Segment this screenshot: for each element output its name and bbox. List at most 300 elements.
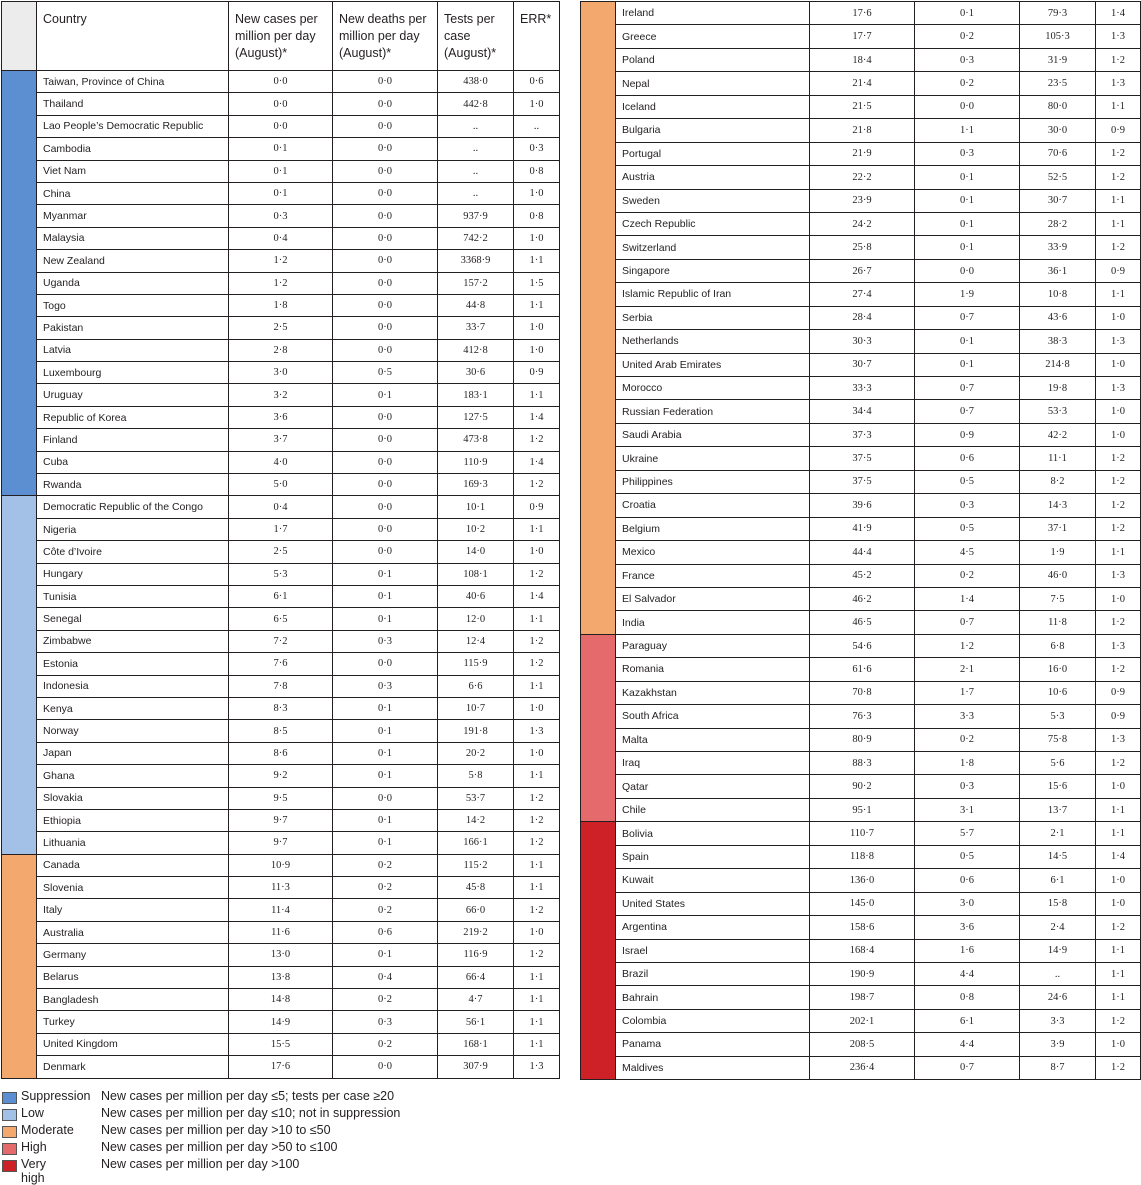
country-cell: Paraguay (616, 634, 810, 657)
err-cell: 1·3 (514, 720, 560, 742)
tests-cell: 168·1 (438, 1033, 514, 1055)
err-cell: 1·2 (1096, 658, 1141, 681)
tests-cell: 6·8 (1020, 634, 1096, 657)
cases-cell: 13·8 (229, 966, 333, 988)
err-cell: 1·0 (514, 339, 560, 361)
legend-label: Suppression (21, 1089, 91, 1103)
cases-cell: 13·0 (229, 944, 333, 966)
country-cell: Togo (37, 294, 229, 316)
cases-cell: 17·7 (810, 25, 915, 48)
tests-cell: 46·0 (1020, 564, 1096, 587)
country-cell: Iceland (616, 95, 810, 118)
table-row (2, 989, 560, 1011)
deaths-cell: 5·7 (915, 822, 1020, 845)
deaths-cell: 0·2 (333, 854, 438, 876)
table-row (2, 429, 560, 451)
tests-cell: .. (438, 160, 514, 182)
err-cell: 1·4 (1096, 845, 1141, 868)
cases-cell: 33·3 (810, 377, 915, 400)
legend-definition: New cases per million per day >10 to ≤50 (101, 1123, 331, 1137)
tests-cell: 44·8 (438, 294, 514, 316)
table-row (2, 966, 560, 988)
table-row (2, 227, 560, 249)
tests-cell: 3368·9 (438, 250, 514, 272)
country-cell: Belgium (616, 517, 810, 540)
tests-cell: .. (438, 138, 514, 160)
deaths-cell: 1·1 (915, 119, 1020, 142)
deaths-cell: 0·0 (333, 541, 438, 563)
table-row (581, 283, 1141, 306)
deaths-cell: 0·0 (333, 496, 438, 518)
cases-cell: 25·8 (810, 236, 915, 259)
err-cell: 0·9 (1096, 119, 1141, 142)
cases-cell: 80·9 (810, 728, 915, 751)
country-cell: Japan (37, 742, 229, 764)
country-cell: Kuwait (616, 869, 810, 892)
deaths-cell: 0·0 (333, 71, 438, 93)
country-cell: El Salvador (616, 587, 810, 610)
deaths-cell: 1·8 (915, 752, 1020, 775)
tests-cell: 742·2 (438, 227, 514, 249)
country-cell: Nigeria (37, 518, 229, 540)
cases-cell: 34·4 (810, 400, 915, 423)
country-cell: Slovakia (37, 787, 229, 809)
status-column-header (2, 2, 37, 71)
table-row (2, 182, 560, 204)
err-cell: 0·3 (514, 138, 560, 160)
deaths-cell: 0·0 (333, 429, 438, 451)
country-cell: Austria (616, 166, 810, 189)
country-cell: Viet Nam (37, 160, 229, 182)
tests-cell: 13·7 (1020, 798, 1096, 821)
tests-cell: 7·5 (1020, 587, 1096, 610)
err-cell: 1·2 (1096, 1009, 1141, 1032)
tests-cell: .. (438, 115, 514, 137)
country-cell: Canada (37, 854, 229, 876)
deaths-cell: 0·0 (333, 294, 438, 316)
tests-cell: 42·2 (1020, 423, 1096, 446)
country-cell: Denmark (37, 1056, 229, 1078)
deaths-cell: 4·5 (915, 541, 1020, 564)
table-row (581, 1056, 1141, 1079)
country-cell: Slovenia (37, 877, 229, 899)
tests-cell: 19·8 (1020, 377, 1096, 400)
cases-cell: 1·8 (229, 294, 333, 316)
deaths-cell: 0·3 (333, 630, 438, 652)
cases-cell: 17·6 (810, 2, 915, 25)
err-cell: 1·0 (1096, 306, 1141, 329)
country-cell: Uruguay (37, 384, 229, 406)
country-cell: Zimbabwe (37, 630, 229, 652)
tests-cell: 116·9 (438, 944, 514, 966)
table-row (2, 1011, 560, 1033)
cases-cell: 7·8 (229, 675, 333, 697)
country-cell: Italy (37, 899, 229, 921)
cases-cell: 9·2 (229, 765, 333, 787)
tests-cell: 33·7 (438, 317, 514, 339)
deaths-cell: 0·0 (333, 406, 438, 428)
table-row (581, 95, 1141, 118)
deaths-cell: 0·0 (333, 160, 438, 182)
table-row (581, 330, 1141, 353)
table-row (581, 728, 1141, 751)
cases-cell: 6·1 (229, 585, 333, 607)
err-cell: 1·3 (1096, 330, 1141, 353)
table-row (581, 611, 1141, 634)
cases-cell: 118·8 (810, 845, 915, 868)
table-row (2, 854, 560, 876)
deaths-cell: 3·3 (915, 705, 1020, 728)
table-row (581, 423, 1141, 446)
tests-cell: .. (1020, 962, 1096, 985)
deaths-cell: 0·2 (333, 877, 438, 899)
table-row (2, 451, 560, 473)
country-cell: Maldives (616, 1056, 810, 1079)
country-cell: Romania (616, 658, 810, 681)
country-cell: Switzerland (616, 236, 810, 259)
err-cell: 1·4 (514, 451, 560, 473)
cases-cell: 8·6 (229, 742, 333, 764)
country-cell: South Africa (616, 705, 810, 728)
err-cell: 1·1 (514, 1011, 560, 1033)
deaths-cell: 1·6 (915, 939, 1020, 962)
table-row (2, 93, 560, 115)
table-row (581, 634, 1141, 657)
legend-definition: New cases per million per day >50 to ≤100 (101, 1140, 338, 1154)
table-row (2, 518, 560, 540)
tests-cell: 24·6 (1020, 986, 1096, 1009)
table-row (581, 517, 1141, 540)
cases-cell: 0·1 (229, 138, 333, 160)
country-cell: Chile (616, 798, 810, 821)
err-cell: 0·8 (514, 160, 560, 182)
cases-cell: 70·8 (810, 681, 915, 704)
tests-cell: 5·6 (1020, 752, 1096, 775)
tests-cell: 56·1 (438, 1011, 514, 1033)
status-band-moderate (2, 854, 37, 1078)
table-row (581, 447, 1141, 470)
deaths-cell: 0·8 (915, 986, 1020, 1009)
deaths-cell: 0·1 (333, 384, 438, 406)
err-cell: 1·2 (514, 832, 560, 854)
cases-cell: 4·0 (229, 451, 333, 473)
table-row (2, 496, 560, 518)
deaths-cell: 0·1 (333, 742, 438, 764)
table-row (581, 189, 1141, 212)
legend-swatch-high (2, 1143, 17, 1155)
country-cell: Israel (616, 939, 810, 962)
tests-cell: 108·1 (438, 563, 514, 585)
table-row (581, 658, 1141, 681)
tests-cell: 38·3 (1020, 330, 1096, 353)
legend-swatch-suppression (2, 1092, 17, 1104)
cases-cell: 9·5 (229, 787, 333, 809)
tests-cell: 10·8 (1020, 283, 1096, 306)
deaths-cell: 0·1 (915, 236, 1020, 259)
country-cell: Tunisia (37, 585, 229, 607)
deaths-cell: 0·0 (333, 205, 438, 227)
err-cell: 1·2 (514, 787, 560, 809)
cases-cell: 23·9 (810, 189, 915, 212)
tests-cell: 14·3 (1020, 494, 1096, 517)
table-row (2, 406, 560, 428)
country-cell: Bolivia (616, 822, 810, 845)
err-cell: 1·2 (1096, 752, 1141, 775)
country-cell: Hungary (37, 563, 229, 585)
country-cell: United Arab Emirates (616, 353, 810, 376)
deaths-cell: 0·0 (333, 93, 438, 115)
deaths-cell: 0·0 (333, 227, 438, 249)
err-cell: 1·0 (514, 317, 560, 339)
country-cell: Germany (37, 944, 229, 966)
country-cell: Croatia (616, 494, 810, 517)
err-cell: 1·2 (1096, 236, 1141, 259)
table-row (581, 119, 1141, 142)
country-cell: Singapore (616, 259, 810, 282)
tests-cell: 23·5 (1020, 72, 1096, 95)
tests-cell: 157·2 (438, 272, 514, 294)
err-cell: 1·2 (514, 899, 560, 921)
country-cell: Czech Republic (616, 212, 810, 235)
country-cell: Spain (616, 845, 810, 868)
deaths-cell: 4·4 (915, 1033, 1020, 1056)
tests-cell: 53·3 (1020, 400, 1096, 423)
table-row (2, 653, 560, 675)
deaths-cell: 0·2 (333, 1033, 438, 1055)
err-cell: 1·0 (1096, 423, 1141, 446)
cases-cell: 21·4 (810, 72, 915, 95)
cases-cell: 15·5 (229, 1033, 333, 1055)
deaths-cell: 1·2 (915, 634, 1020, 657)
cases-cell: 3·0 (229, 362, 333, 384)
deaths-cell: 0·0 (333, 138, 438, 160)
deaths-cell: 0·6 (915, 447, 1020, 470)
cases-cell: 88·3 (810, 752, 915, 775)
cases-cell: 18·4 (810, 48, 915, 71)
table-row (2, 1033, 560, 1055)
cases-cell: 7·6 (229, 653, 333, 675)
cases-cell: 0·0 (229, 115, 333, 137)
table-row (2, 250, 560, 272)
deaths-cell: 0·1 (915, 212, 1020, 235)
table-row (581, 845, 1141, 868)
cases-cell: 9·7 (229, 832, 333, 854)
table-row (581, 587, 1141, 610)
tests-cell: 30·0 (1020, 119, 1096, 142)
country-cell: Taiwan, Province of China (37, 71, 229, 93)
tests-cell: 52·5 (1020, 166, 1096, 189)
deaths-cell: 0·3 (915, 775, 1020, 798)
tests-cell: 12·0 (438, 608, 514, 630)
table-row (581, 705, 1141, 728)
country-cell: Serbia (616, 306, 810, 329)
country-cell: Finland (37, 429, 229, 451)
deaths-cell: 0·1 (333, 832, 438, 854)
country-cell: Rwanda (37, 474, 229, 496)
cases-cell: 21·8 (810, 119, 915, 142)
cases-cell: 1·2 (229, 250, 333, 272)
table-row (2, 944, 560, 966)
err-cell: 1·0 (1096, 587, 1141, 610)
tests-cell: 4·7 (438, 989, 514, 1011)
err-cell: 0·6 (514, 71, 560, 93)
country-cell: Russian Federation (616, 400, 810, 423)
err-cell: 1·1 (1096, 541, 1141, 564)
deaths-cell: 0·2 (333, 989, 438, 1011)
table-row (581, 564, 1141, 587)
tests-cell: 5·8 (438, 765, 514, 787)
err-cell: 1·0 (1096, 1033, 1141, 1056)
tests-cell: 36·1 (1020, 259, 1096, 282)
deaths-cell: 0·2 (333, 899, 438, 921)
tests-cell: 219·2 (438, 921, 514, 943)
country-cell: Iraq (616, 752, 810, 775)
deaths-cell: 0·0 (333, 474, 438, 496)
country-cell: Cuba (37, 451, 229, 473)
legend-label: High (21, 1140, 47, 1154)
country-cell: Norway (37, 720, 229, 742)
left-data-table (1, 1, 560, 1079)
table-row (2, 138, 560, 160)
deaths-cell: 3·1 (915, 798, 1020, 821)
deaths-column-header: New deaths per million per day (August)* (333, 2, 438, 71)
err-cell: 1·1 (1096, 822, 1141, 845)
cases-cell: 44·4 (810, 541, 915, 564)
tests-cell: 37·1 (1020, 517, 1096, 540)
cases-cell: 0·0 (229, 93, 333, 115)
err-cell: 1·0 (1096, 353, 1141, 376)
table-row (2, 877, 560, 899)
table-row (581, 306, 1141, 329)
tests-cell: 14·5 (1020, 845, 1096, 868)
country-cell: Malaysia (37, 227, 229, 249)
legend-definition: New cases per million per day ≤5; tests per case ≥20 (101, 1089, 395, 1103)
tests-cell: 10·2 (438, 518, 514, 540)
tests-cell: 45·8 (438, 877, 514, 899)
table-row (2, 115, 560, 137)
deaths-cell: 0·7 (915, 1056, 1020, 1079)
deaths-cell: 6·1 (915, 1009, 1020, 1032)
table-row (581, 962, 1141, 985)
cases-cell: 7·2 (229, 630, 333, 652)
table-row (2, 899, 560, 921)
deaths-cell: 0·7 (915, 400, 1020, 423)
cases-cell: 1·2 (229, 272, 333, 294)
err-cell: 1·0 (514, 93, 560, 115)
cases-cell: 21·5 (810, 95, 915, 118)
country-cell: Kazakhstan (616, 681, 810, 704)
err-cell: 1·2 (1096, 48, 1141, 71)
right-table-body (581, 2, 1141, 1080)
err-cell: 1·1 (514, 675, 560, 697)
tests-cell: 2·4 (1020, 916, 1096, 939)
err-cell: 1·1 (514, 294, 560, 316)
cases-cell: 236·4 (810, 1056, 915, 1079)
tests-cell: 79·3 (1020, 2, 1096, 25)
tests-cell: 8·2 (1020, 470, 1096, 493)
tests-cell: 6·1 (1020, 869, 1096, 892)
cases-cell: 0·0 (229, 71, 333, 93)
err-cell: 1·0 (514, 921, 560, 943)
country-cell: Brazil (616, 962, 810, 985)
table-row (2, 608, 560, 630)
country-cell: Lithuania (37, 832, 229, 854)
deaths-cell: 0·2 (915, 564, 1020, 587)
err-cell: 1·2 (514, 630, 560, 652)
cases-cell: 208·5 (810, 1033, 915, 1056)
deaths-cell: 0·7 (915, 377, 1020, 400)
tests-cell: 66·0 (438, 899, 514, 921)
country-cell: Greece (616, 25, 810, 48)
err-cell: 0·9 (1096, 705, 1141, 728)
cases-cell: 0·1 (229, 182, 333, 204)
deaths-cell: 0·1 (915, 189, 1020, 212)
deaths-cell: 0·6 (333, 921, 438, 943)
err-cell: 1·2 (1096, 611, 1141, 634)
tests-cell: 438·0 (438, 71, 514, 93)
country-cell: Colombia (616, 1009, 810, 1032)
err-cell: 1·1 (1096, 283, 1141, 306)
country-cell: Panama (616, 1033, 810, 1056)
cases-cell: 39·6 (810, 494, 915, 517)
tests-cell: 11·1 (1020, 447, 1096, 470)
tests-cell: 166·1 (438, 832, 514, 854)
deaths-cell: 0·1 (333, 697, 438, 719)
tests-cell: 214·8 (1020, 353, 1096, 376)
err-cell: 1·0 (514, 227, 560, 249)
legend-definition: New cases per million per day >100 (101, 1157, 300, 1171)
country-cell: Bulgaria (616, 119, 810, 142)
cases-cell: 11·3 (229, 877, 333, 899)
deaths-cell: 0·3 (333, 1011, 438, 1033)
err-cell: 1·2 (514, 474, 560, 496)
cases-cell: 28·4 (810, 306, 915, 329)
table-row (581, 2, 1141, 25)
cases-cell: 0·1 (229, 160, 333, 182)
tests-cell: 43·6 (1020, 306, 1096, 329)
country-cell: India (616, 611, 810, 634)
country-cell: France (616, 564, 810, 587)
country-column-header: Country (37, 2, 229, 71)
cases-cell: 0·4 (229, 496, 333, 518)
table-row (581, 25, 1141, 48)
tests-cell: 110·9 (438, 451, 514, 473)
country-cell: Estonia (37, 653, 229, 675)
deaths-cell: 0·3 (333, 675, 438, 697)
legend-label: Low (21, 1106, 44, 1120)
err-cell: 1·1 (514, 384, 560, 406)
tests-cell: 20·2 (438, 742, 514, 764)
err-cell: 1·1 (514, 518, 560, 540)
country-cell: Thailand (37, 93, 229, 115)
cases-cell: 9·7 (229, 809, 333, 831)
table-row (2, 541, 560, 563)
table-row (2, 809, 560, 831)
cases-cell: 14·8 (229, 989, 333, 1011)
deaths-cell: 0·2 (915, 728, 1020, 751)
table-row (581, 142, 1141, 165)
deaths-cell: 0·0 (333, 339, 438, 361)
err-cell: 0·8 (514, 205, 560, 227)
cases-cell: 0·4 (229, 227, 333, 249)
table-row (2, 787, 560, 809)
tests-cell: 80·0 (1020, 95, 1096, 118)
table-row (2, 339, 560, 361)
tests-cell: 53·7 (438, 787, 514, 809)
table-row (581, 48, 1141, 71)
deaths-cell: 0·0 (333, 115, 438, 137)
deaths-cell: 0·0 (915, 259, 1020, 282)
